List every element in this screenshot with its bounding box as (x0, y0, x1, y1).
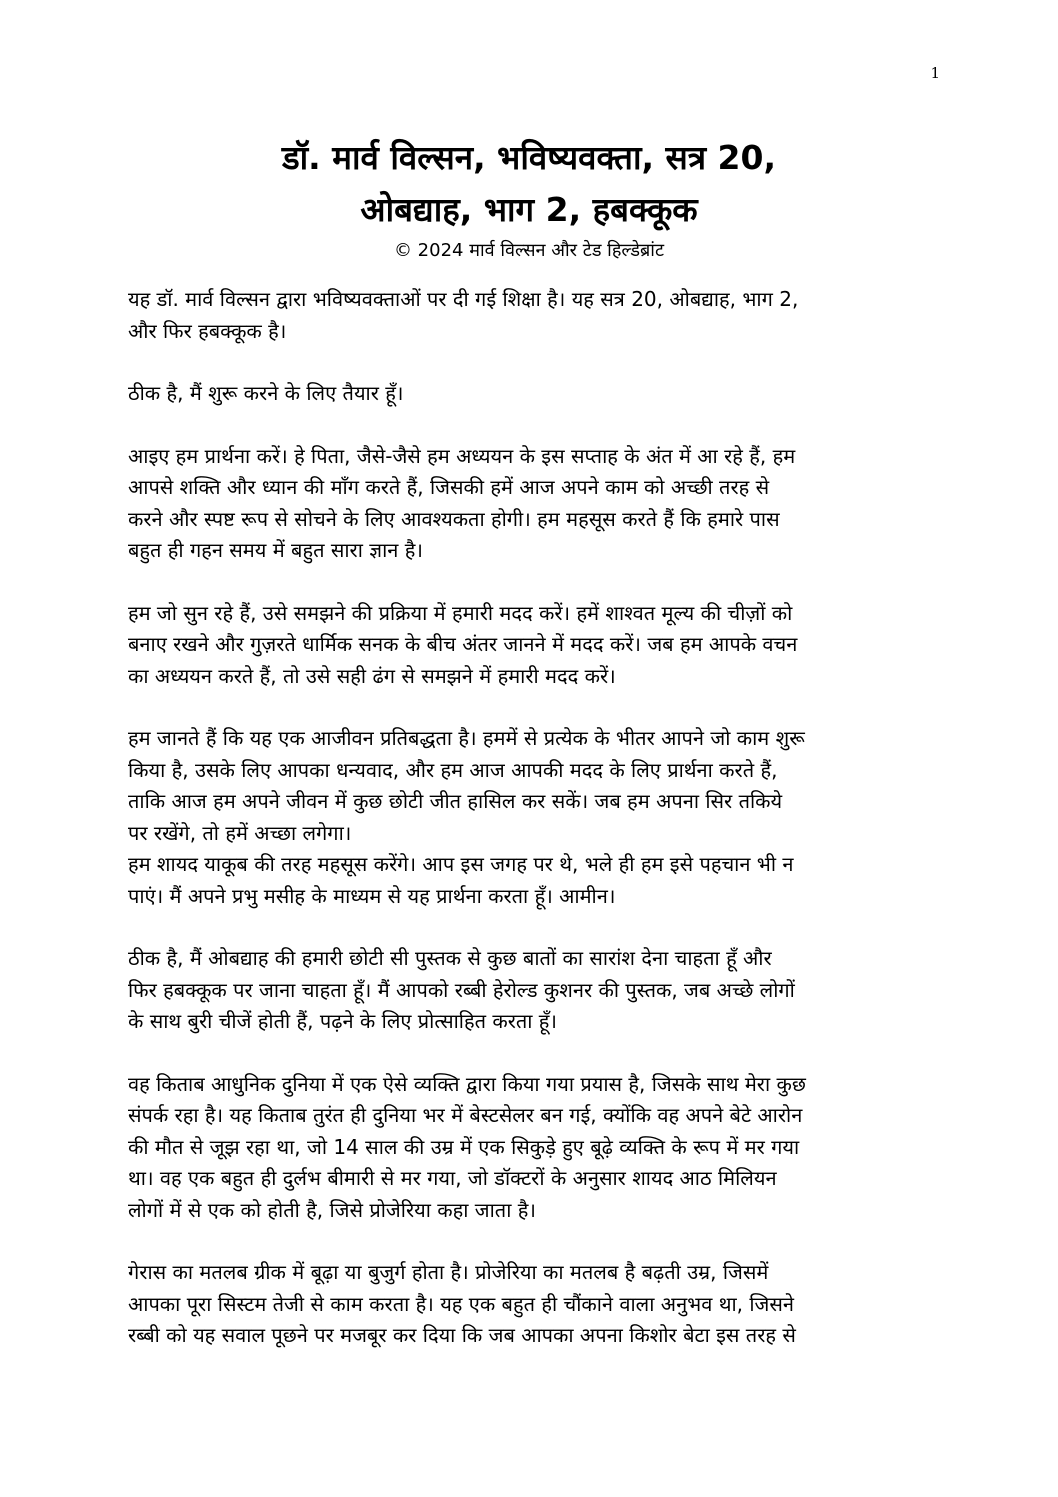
paragraph (128, 441, 948, 567)
text-line: पाएं। मैं अपने प्रभु मसीह के माध्यम से यह प्रार्थना करता हूँ। आमीन। (128, 883, 616, 908)
text-line: हम जो सुन रहे हैं, उसे समझने की प्रक्रिया में हमारी मदद करें। हमें शाश्वत मूल्य की चीज़ों को (128, 600, 793, 625)
text-line: का अध्ययन करते हैं, तो उसे सही ढंग से समझने में हमारी मदद करें। (128, 663, 616, 688)
text-line: रब्बी को यह सवाल पूछने पर मजबूर कर दिया कि जब आपका अपना किशोर बेटा इस तरह से (128, 1323, 796, 1347)
text-line: वह किताब आधुनिक दुनिया में एक ऐसे व्यक्ति द्वारा किया गया प्रयास है, जिसके साथ मेरा कुछ (128, 1071, 806, 1096)
text-line: आपका पूरा सिस्टम तेजी से काम करता है। यह एक बहुत ही चौंकाने वाला अनुभव था, जिसने (128, 1291, 795, 1316)
title-line-2: ओबद्याह, भाग 2, हबक्कूक (360, 190, 698, 229)
text-line: ताकि आज हम अपने जीवन में कुछ छोटी जीत हासिल कर सकें। जब हम अपना सिर तकिये (128, 789, 783, 813)
text-line: हम शायद याकूब की तरह महसूस करेंगे। आप इस जगह पर थे, भले ही हम इसे पहचान भी न (128, 852, 794, 876)
text-line: ठीक है, मैं शुरू करने के लिए तैयार हूँ। (128, 381, 404, 405)
text-line: था। वह एक बहुत ही दुर्लभ बीमारी से मर गया, जो डॉक्टरों के अनुसार शायद आठ मिलियन (128, 1166, 777, 1190)
text-line: आइए हम प्रार्थना करें। हे पिता, जैसे-जैसे हम अध्ययन के इस सप्ताह के अंत में आ रहे हैं, हम (128, 443, 796, 468)
text-line: की मौत से जूझ रहा था, जो 14 साल की उम्र में एक सिकुड़े हुए बूढ़े व्यक्ति के रूप में मर गया (128, 1134, 800, 1159)
paragraph (128, 378, 948, 410)
text-line: हम जानते हैं कि यह एक आजीवन प्रतिबद्धता है। हममें से प्रत्येक के भीतर आपने जो काम शुरू (128, 726, 805, 750)
page-number: 1 (930, 64, 940, 82)
text-line: ठीक है, मैं ओबद्याह की हमारी छोटी सी पुस्तक से कुछ बातों का सारांश देना चाहता हूँ और (128, 946, 772, 970)
paragraph (128, 284, 948, 347)
paragraph (128, 1069, 948, 1227)
text-line: आपसे शक्ति और ध्यान की माँग करते हैं, जिसकी हमें आज अपने काम को अच्छी तरह से (128, 475, 770, 499)
paragraph (128, 943, 948, 1038)
body-text (128, 284, 948, 1383)
text-line: और फिर हबक्कूक है। (128, 318, 287, 343)
text-line: बनाए रखने और गुज़रते धार्मिक सनक के बीच अंतर जानने में मदद करें। जब हम आपके वचन (128, 632, 798, 656)
text-line: करने और स्पष्ट रूप से सोचने के लिए आवश्यकता होगी। हम महसूस करते हैं कि हमारे पास (128, 506, 780, 531)
paragraph (128, 598, 948, 693)
text-line: किया है, उसके लिए आपका धन्यवाद, और हम आज आपकी मदद के लिए प्रार्थना करते हैं, (128, 757, 778, 782)
text-line: फिर हबक्कूक पर जाना चाहता हूँ। मैं आपको रब्बी हेरोल्ड कुशनर की पुस्तक, जब अच्छे लोगों (128, 977, 795, 1002)
text-line: यह डॉ. मार्व विल्सन द्वारा भविष्यवक्ताओं पर दी गई शिक्षा है। यह सत्र 20, ओबद्याह, भाग 2, (128, 287, 799, 311)
paragraph (128, 723, 948, 912)
text-line: गेरास का मतलब ग्रीक में बूढ़ा या बुजुर्ग होता है। प्रोजेरिया का मतलब है बढ़ती उम्र, जिसमें (128, 1260, 769, 1284)
copyright-notice: © 2024 मार्व विल्सन और टेड हिल्डेब्रांट (393, 240, 665, 261)
text-line: संपर्क रहा है। यह किताब तुरंत ही दुनिया भर में बेस्टसेलर बन गई, क्योंकि वह अपने बेटे आरोन (128, 1103, 803, 1127)
paragraph (128, 1257, 948, 1352)
text-line: के साथ बुरी चीजें होती हैं, पढ़ने के लिए प्रोत्साहित करता हूँ। (128, 1009, 558, 1033)
title-block (60, 132, 998, 264)
text-line: पर रखेंगे, तो हमें अच्छा लगेगा। (128, 820, 352, 845)
title-line-1: डॉ. मार्व विल्सन, भविष्यवक्ता, सत्र 20, (281, 138, 776, 177)
text-line: लोगों में से एक को होती है, जिसे प्रोजेरिया कहा जाता है। (128, 1197, 536, 1222)
text-line: बहुत ही गहन समय में बहुत सारा ज्ञान है। (128, 538, 423, 562)
